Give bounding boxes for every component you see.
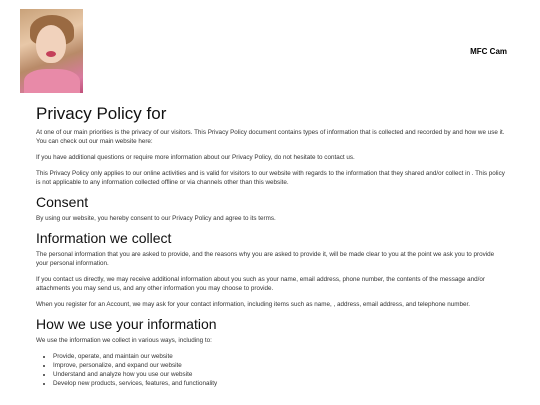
consent-text: By using our website, you hereby consent to our Privacy Policy and agree to its terms. xyxy=(36,215,276,222)
consent-heading: Consent xyxy=(36,194,89,210)
use-heading: How we use your information xyxy=(36,316,217,332)
list-item: • Understand and analyze how you use our website xyxy=(53,370,506,379)
intro-paragraph: If you have additional questions or require more information about our Privacy Policy, do not hesitate to contact us. xyxy=(36,154,355,161)
intro-paragraph: This Privacy Policy only applies to our online activities and is valid for visitors to our website with regards to the information that they shared and/or collect in . This policy is not applicable to any information collected offline or via channels other than this website. xyxy=(36,170,505,186)
collect-paragraph: When you register for an Account, we may ask for your contact information, including items such as name, , address, email address, and telephone number. xyxy=(36,301,471,308)
page-title: Privacy Policy for xyxy=(36,104,167,123)
use-list xyxy=(36,352,506,388)
list-item: • Develop new products, services, features, and functionality xyxy=(53,379,506,388)
collect-heading: Information we collect xyxy=(36,230,172,246)
use-intro: We use the information we collect in various ways, including to: xyxy=(36,337,212,344)
list-item: • Improve, personalize, and expand our website xyxy=(53,361,506,370)
profile-photo[interactable] xyxy=(20,9,83,93)
site-name[interactable]: MFC Cam xyxy=(470,47,507,56)
collect-paragraph: The personal information that you are asked to provide, and the reasons why you are asked to provide it, will be made clear to you at the point we ask you to provide your personal information. xyxy=(36,251,495,267)
site-header xyxy=(0,0,540,97)
collect-paragraph: If you contact us directly, we may receive additional information about you such as your name, email address, phone number, the contents of the message and/or attachments you may send us, and any other information you may choose to provide. xyxy=(36,276,485,292)
list-item: • Provide, operate, and maintain our website xyxy=(53,352,506,361)
privacy-policy-content xyxy=(36,104,506,388)
intro-paragraph: At one of our main priorities is the privacy of our visitors. This Privacy Policy document contains types of information that is collected and recorded by and how we use it. You can check out our main website here: xyxy=(36,129,505,145)
